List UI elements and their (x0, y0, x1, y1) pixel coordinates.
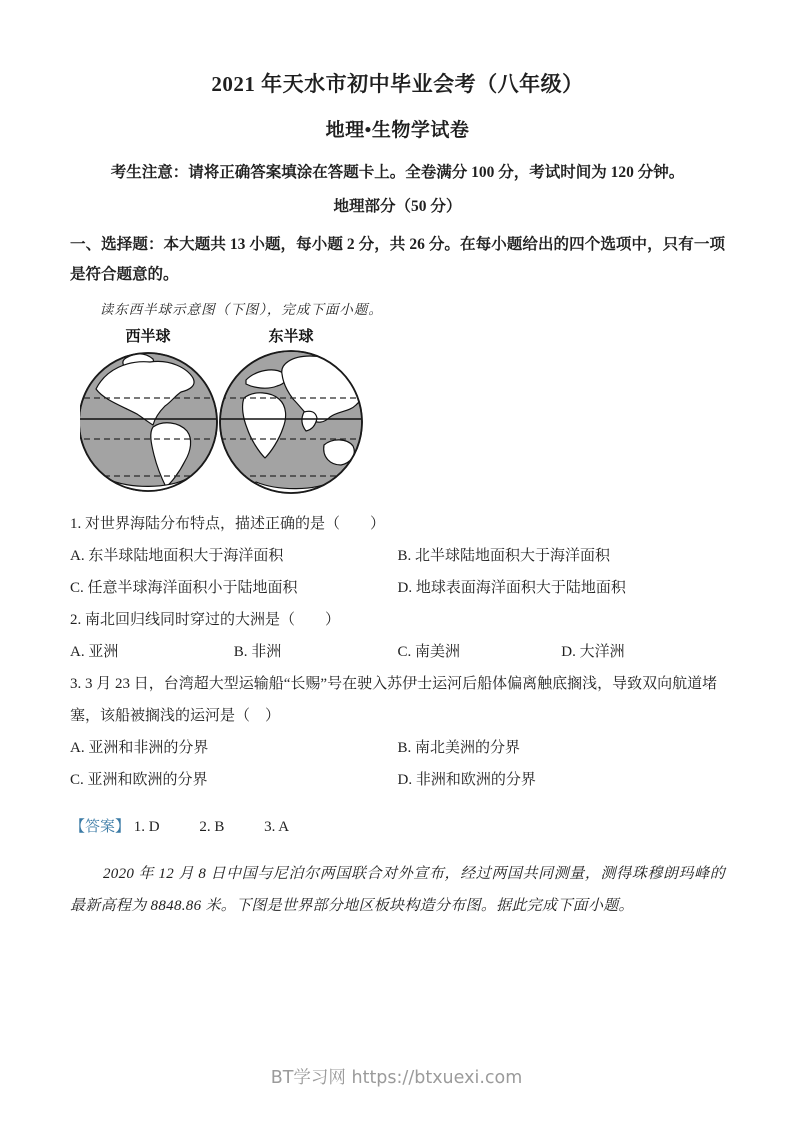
page-subtitle: 地理•生物学试卷 (325, 120, 470, 141)
answer-item-2: 2. B (199, 819, 225, 835)
question-1-option-b: B. 北半球陆地面积大于海洋面积 (397, 548, 611, 564)
east-hemisphere-label: 东半球 (268, 329, 314, 345)
hemispheres-map-image (80, 326, 370, 498)
question-2-option-a: A. 亚洲 (70, 644, 119, 660)
question-1-stem: 1. 对世界海陆分布特点，描述正确的是（ ） (70, 516, 386, 532)
question-3-option-a: A. 亚洲和非洲的分界 (70, 740, 209, 756)
page-title: 2021 年天水市初中毕业会考（八年级） (211, 72, 584, 96)
question-3-options-row-1 (70, 732, 725, 764)
question-2-option-b: B. 非洲 (233, 644, 282, 660)
question-3-option-c: C. 亚洲和欧洲的分界 (70, 772, 208, 788)
watermark-site-text: BT学习网 https://btxuexi.com (270, 1068, 523, 1088)
question-3-option-b: B. 南北美洲的分界 (397, 740, 521, 756)
answer-item-3: 3. A (264, 819, 290, 835)
question-3-options-row-2 (70, 764, 725, 796)
candidate-notice: 考生注意：请将正确答案填涂在答题卡上。全卷满分 100 分，考试时间为 120 分钟。 (110, 164, 685, 181)
question-3-option-d: D. 非洲和欧洲的分界 (397, 772, 536, 788)
answer-label: 【答案】 (70, 819, 131, 835)
next-question-group-intro: 2020 年 12 月 8 日中国与尼泊尔两国联合对外宣布，经过两国共同测量，测得珠穆朗玛峰的最新高程为 8848.86 米。下图是世界部分地区板块构造分布图。据此完成下面小题。 (70, 866, 725, 914)
question-3 (70, 668, 725, 796)
question-2-option-c: C. 南美洲 (397, 644, 461, 660)
question-1-option-d: D. 地球表面海洋面积大于陆地面积 (397, 580, 626, 596)
watermark-footer (0, 1064, 793, 1089)
question-2 (70, 604, 725, 668)
question-2-options-row (70, 636, 725, 668)
answer-row (70, 811, 725, 843)
question-group-intro: 读东西半球示意图（下图），完成下面小题。 (99, 302, 383, 317)
question-1 (70, 508, 725, 604)
part-heading: 地理部分（50 分） (333, 198, 462, 215)
question-1-options-row-2 (70, 572, 725, 604)
page-content (0, 68, 793, 922)
hemispheres-figure (80, 326, 370, 498)
west-hemisphere-label: 西半球 (125, 329, 171, 345)
question-2-stem: 2. 南北回归线同时穿过的大洲是（ ） (70, 612, 341, 628)
question-1-option-a: A. 东半球陆地面积大于海洋面积 (70, 548, 284, 564)
question-1-option-c: C. 任意半球海洋面积小于陆地面积 (70, 580, 298, 596)
question-2-option-d: D. 大洋洲 (561, 644, 625, 660)
question-3-stem: 3. 3 月 23 日，台湾超大型运输船“长赐”号在驶入苏伊士运河后船体偏离触底搁浅，导致双向航道堵塞，该船被搁浅的运河是（ ） (70, 676, 718, 724)
question-1-options-row-1 (70, 540, 725, 572)
section-heading: 一、选择题：本大题共 13 小题，每小题 2 分，共 26 分。在每小题给出的四个选项中，只有一项是符合题意的。 (70, 236, 725, 283)
answer-item-1: 1. D (133, 819, 160, 835)
